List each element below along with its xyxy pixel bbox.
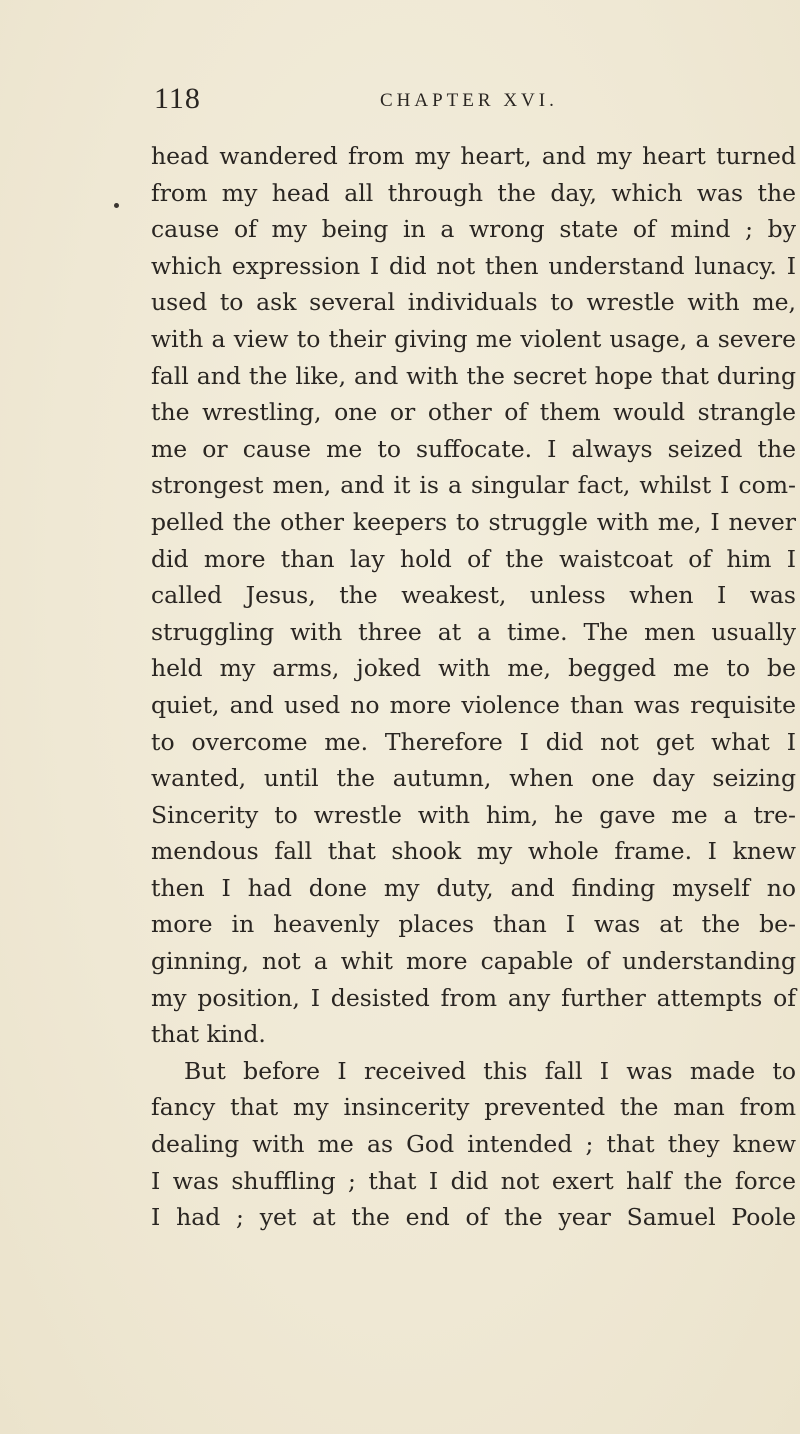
text-line: which expression I did not then understand lunacy. I [151,251,796,280]
text-line: mendous fall that shook my whole frame. I knew [151,837,796,866]
text-line: head wandered from my heart, and my heart turned [151,142,796,170]
text-line: struggling with three at a time. The men usually [151,617,796,646]
text-line: with a view to their giving me violent usage, a severe [151,324,796,353]
text-line: from my head all through the day, which was the [151,178,796,207]
text-line: I had ; yet at the end of the year Samuel Poole [151,1203,796,1232]
text-line: cause of my being in a wrong state of mind ; by [151,215,796,244]
ink-spot [114,203,119,208]
text-line: me or cause me to suffocate. I always seized the [151,434,796,463]
text-line: called Jesus, the weakest, unless when I was [151,581,796,610]
text-line: wanted, until the autumn, when one day seizing [151,764,796,793]
text-line: my position, I desisted from any further attempts of [151,983,796,1012]
text-line: I was shuffling ; that I did not exert half the force [151,1166,796,1195]
text-line: did more than lay hold of the waistcoat of him I [151,544,796,573]
text-line: then I had done my duty, and finding myself no [151,873,796,902]
text-line: quiet, and used no more violence than was requisite [151,690,796,719]
chapter-title: CHAPTER XVI. [380,90,558,111]
page-number: 118 [154,82,201,115]
text-line: the wrestling, one or other of them would strangle [151,398,796,427]
text-line: fancy that my insincerity prevented the man from [151,1093,796,1122]
text-line: dealing with me as God intended ; that they knew [151,1130,796,1159]
running-head [154,82,784,122]
text-line: to overcome me. Therefore I did not get what I [151,727,796,756]
text-line: used to ask several individuals to wrestle with me, [151,288,796,317]
text-line: pelled the other keepers to struggle with me, I never [151,507,796,536]
text-line: held my arms, joked with me, begged me to be [151,654,796,683]
text-line: more in heavenly places than I was at the be- [151,910,796,939]
text-line: ginning, not a whit more capable of understanding [151,947,796,976]
paragraph-end-line: that kind. [151,1020,266,1049]
paragraph-start-line: But before I received this fall I was made to [184,1056,796,1085]
text-line: strongest men, and it is a singular fact, whilst I com- [151,471,796,500]
body-text [151,138,796,1236]
text-line: fall and the like, and with the secret hope that during [151,361,796,390]
text-line: Sincerity to wrestle with him, he gave me a tre- [151,800,796,829]
